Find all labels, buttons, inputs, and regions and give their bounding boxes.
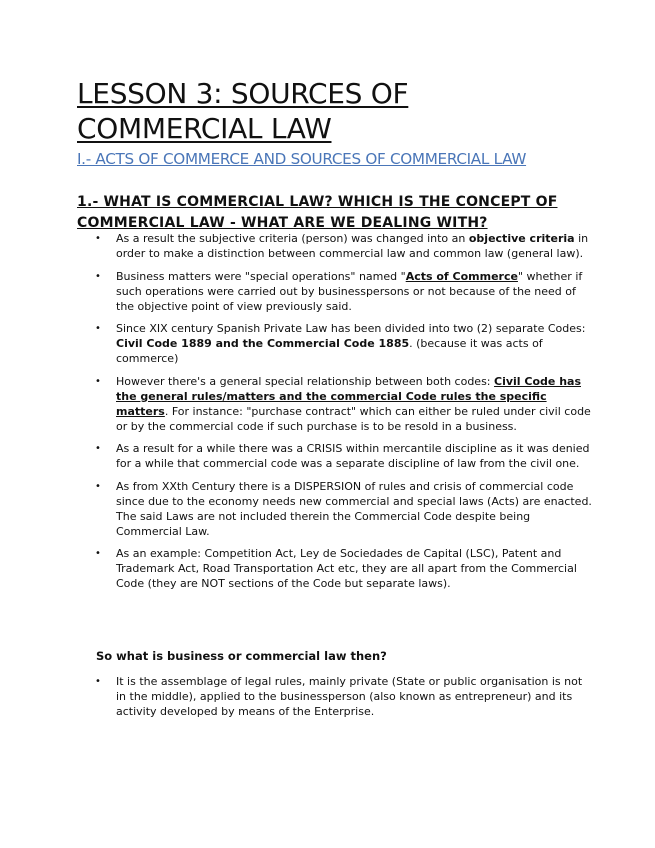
- bullet-icon: •: [95, 233, 101, 244]
- question-heading: 1.- WHAT IS COMMERCIAL LAW? WHICH IS THE CONCEPT OF COMMERCIAL LAW - WHAT ARE WE DEALING WITH?: [77, 194, 558, 231]
- bold-term: Civil Code 1889 and the Commercial Code 1885: [116, 337, 410, 350]
- list-item: • As an example: Competition Act, Ley de Sociedades de Capital (LSC), Patent and Trademark Act, Road Transportation Act etc, they are all apart from the Commercial Code (they are NOT sections of the Code but separate laws).: [95, 547, 577, 590]
- bold-underlined-term: Civil Code has the general rules/matters and the commercial Code rules the specific matters: [116, 374, 581, 418]
- list-item: • As a result for a while there was a CRISIS within mercantile discipline as it was denied for a while that commercial code was a separate discipline of law from the civil one.: [95, 442, 590, 470]
- bold-term: objective criteria: [468, 232, 575, 245]
- list-item: • However there's a general special relationship between both codes: Civil Code has the general rules/matters and the commercial Code rules the specific matters. For instance: "purchase contract" which can either be ruled under civil code or by the commercial code if such purchase is to be resold in a business.: [95, 374, 591, 433]
- bullet-icon: •: [95, 443, 101, 454]
- bullet-icon: •: [95, 676, 101, 687]
- list-item: • Since XIX century Spanish Private Law has been divided into two (2) separate Codes: Civil Code 1889 and the Commercial Code 1885. (because it was acts of commerce): [95, 322, 586, 365]
- subheading: So what is business or commercial law then?: [96, 649, 387, 663]
- bullet-icon: •: [95, 548, 101, 559]
- bullet-icon: •: [95, 270, 101, 282]
- list-item: • Business matters were "special operations" named "Acts of Commerce" whether if such operations were carried out by businesspersons or not because of the need of the objective point of view previously said.: [95, 269, 583, 313]
- bold-underlined-term: Acts of Commerce: [405, 269, 518, 283]
- list-item: • As from XXth Century there is a DISPERSION of rules and crisis of commercial code since due to the economy needs new commercial and special laws (Acts) are enacted. The said Laws are not included therein the Commercial Code despite being Commercial Law.: [95, 479, 592, 538]
- bullet-icon: •: [95, 375, 101, 387]
- lesson-title: LESSON 3: SOURCES OF COMMERCIAL LAW: [77, 77, 409, 145]
- bullet-icon: •: [95, 480, 101, 492]
- list-item: • It is the assemblage of legal rules, mainly private (State or public organisation is not in the middle), applied to the businessperson (also known as entrepreneur) and its activity developed by means of the Enterprise.: [95, 675, 583, 718]
- bullet-icon: •: [95, 323, 101, 334]
- list-item: • As a result the subjective criteria (person) was changed into an objective criteria in order to make a distinction between commercial law and common law (general law).: [95, 232, 589, 260]
- bullet-list-2: [92, 674, 592, 727]
- section-subtitle: I.- ACTS OF COMMERCE AND SOURCES OF COMMERCIAL LAW: [77, 150, 527, 168]
- bullet-list: [92, 231, 592, 599]
